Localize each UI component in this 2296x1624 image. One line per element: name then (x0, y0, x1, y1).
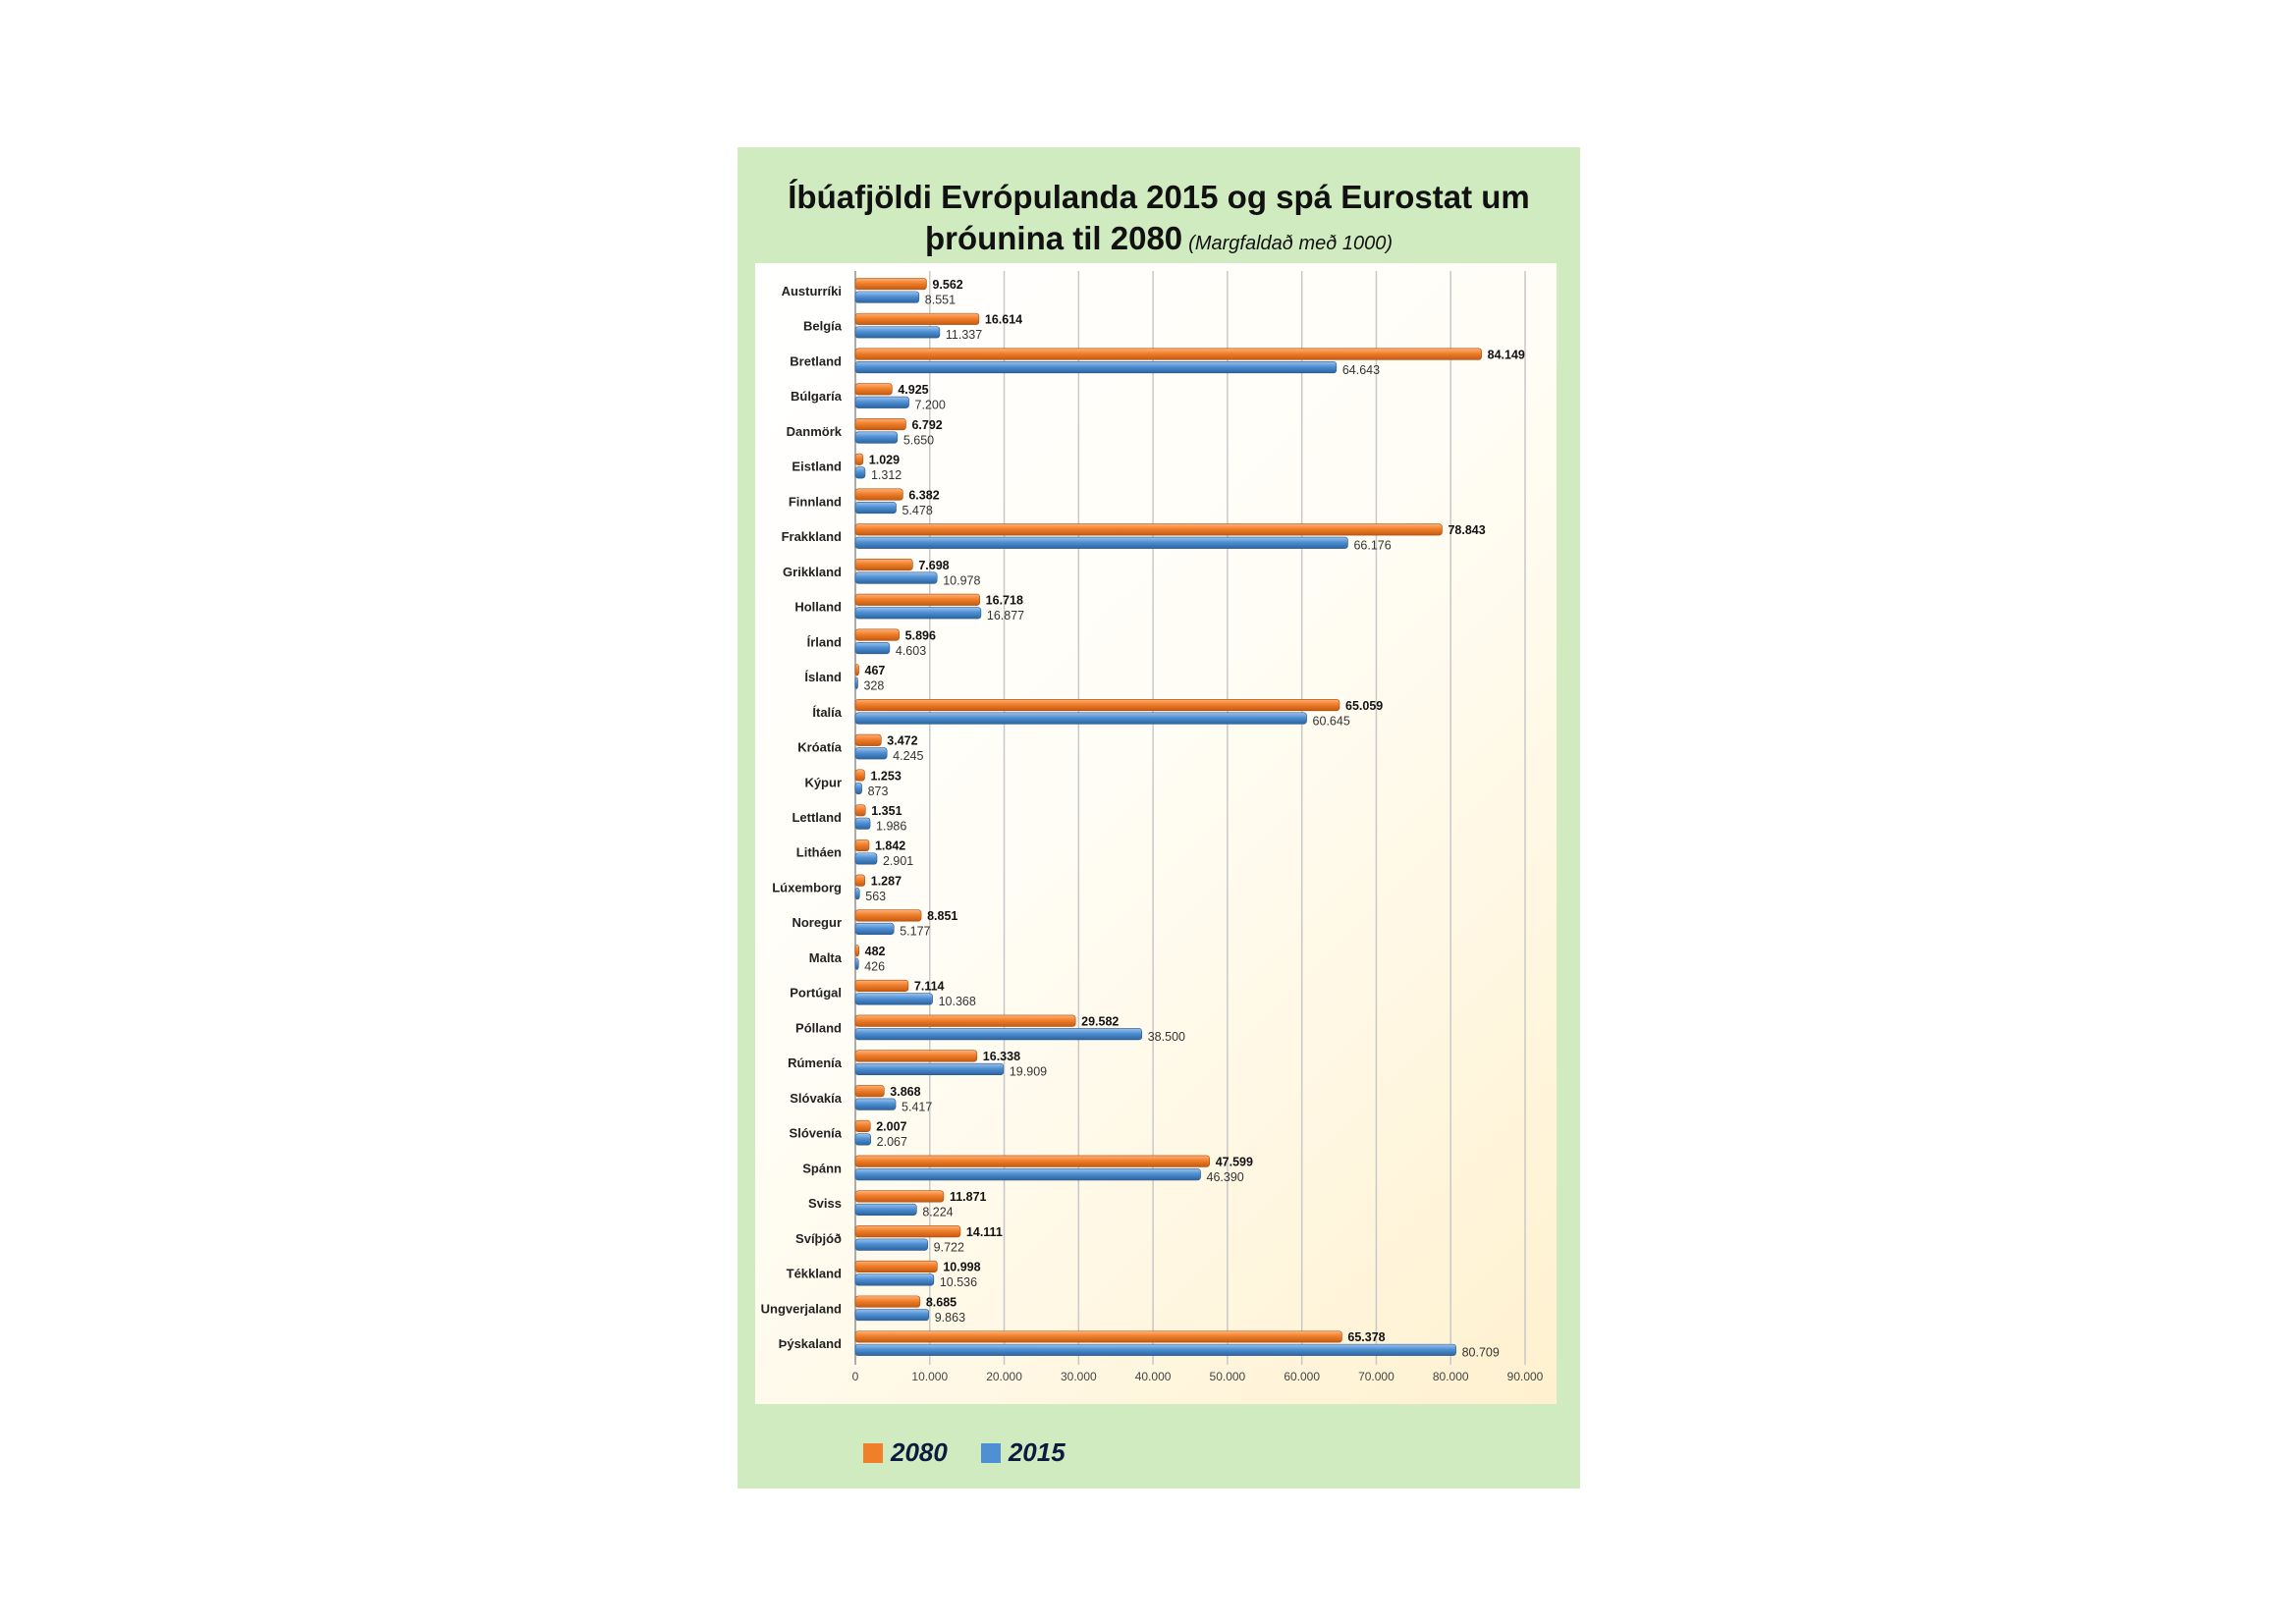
title-line-2 (738, 218, 1580, 264)
data-label-2080: 7.698 (918, 558, 950, 572)
category-label: Spánn (802, 1161, 842, 1176)
bar-2080 (855, 313, 979, 325)
category-label: Írland (806, 634, 842, 650)
data-label-2015: 10.368 (938, 995, 976, 1009)
data-label-2015: 10.536 (939, 1275, 978, 1290)
bar-2015 (855, 292, 919, 303)
bar-2015 (855, 1134, 871, 1146)
legend (863, 1437, 1066, 1468)
data-label-2015: 16.877 (986, 609, 1025, 623)
bar-2080 (855, 524, 1442, 536)
bar-2080 (855, 454, 863, 465)
x-tick-label: 50.000 (1209, 1370, 1246, 1383)
data-label-2080: 11.871 (949, 1190, 987, 1205)
bar-2015 (855, 677, 857, 689)
category-label: Rúmenía (788, 1056, 842, 1071)
data-label-2015: 46.390 (1206, 1169, 1244, 1184)
bar-2080 (855, 489, 902, 501)
data-label-2015: 5.478 (902, 503, 933, 517)
bar-2015 (855, 1204, 916, 1216)
data-label-2080: 29.582 (1081, 1014, 1120, 1029)
bar-2015 (855, 327, 940, 339)
data-label-2015: 328 (863, 678, 885, 693)
data-label-2080: 78.843 (1448, 523, 1486, 538)
title-line-2-text: þróunina til 2080 (924, 220, 1183, 256)
chart-panel (738, 147, 1580, 1489)
bar-2080 (855, 1015, 1075, 1027)
bar-2080 (855, 384, 892, 396)
legend-label-2015: 2015 (1008, 1437, 1066, 1467)
category-label: Pólland (795, 1020, 842, 1036)
data-label-2080: 8.685 (925, 1295, 957, 1310)
bar-2015 (855, 1274, 934, 1286)
bar-2015 (855, 1344, 1456, 1356)
bar-2080 (855, 1331, 1341, 1343)
data-label-2080: 1.029 (868, 453, 901, 467)
data-label-2080: 3.868 (890, 1084, 921, 1099)
chart-title (738, 177, 1580, 264)
data-label-2015: 1.986 (876, 819, 907, 834)
bar-2015 (855, 888, 859, 899)
title-line-1: Íbúafjöldi Evrópulanda 2015 og spá Eurostat um (788, 179, 1530, 215)
data-label-2015: 426 (864, 959, 886, 974)
bar-2080 (855, 594, 980, 606)
data-label-2080: 7.114 (913, 979, 945, 994)
bar-2015 (855, 1239, 928, 1251)
bar-2080 (855, 980, 908, 992)
data-label-2080: 1.287 (870, 874, 902, 889)
bar-2015 (855, 818, 870, 830)
category-label: Króatía (797, 739, 842, 755)
bar-chart-svg (755, 263, 1557, 1404)
category-label: Belgía (802, 318, 842, 334)
bar-2080 (855, 910, 921, 922)
x-tick-label: 80.000 (1432, 1370, 1469, 1383)
category-label: Danmörk (786, 423, 842, 439)
bar-2015 (855, 748, 887, 760)
bar-2015 (855, 1168, 1201, 1180)
data-label-2015: 19.909 (1009, 1064, 1048, 1079)
bar-2015 (855, 783, 862, 794)
data-label-2080: 2.007 (876, 1119, 907, 1134)
bar-2015 (855, 467, 865, 479)
data-label-2015: 66.176 (1353, 538, 1392, 553)
category-label: Portúgal (790, 985, 842, 1001)
data-label-2015: 4.245 (893, 749, 924, 764)
category-label: Slóvenía (789, 1125, 842, 1141)
data-label-2015: 60.645 (1312, 714, 1350, 729)
data-label-2080: 10.998 (943, 1260, 981, 1274)
category-label: Tékkland (786, 1266, 842, 1281)
category-label: Finnland (788, 494, 842, 510)
bar-2080 (855, 418, 905, 430)
category-label: Slóvakía (790, 1090, 842, 1106)
bar-2080 (855, 1120, 870, 1132)
category-label: Litháen (795, 844, 842, 860)
bar-2080 (855, 1051, 977, 1062)
bar-2080 (855, 1085, 884, 1097)
bar-2080 (855, 734, 881, 746)
category-label: Kýpur (804, 775, 842, 790)
legend-item-2080 (863, 1437, 948, 1468)
bar-2015 (855, 958, 858, 970)
data-label-2080: 4.925 (898, 383, 929, 398)
x-tick-label: 0 (851, 1370, 859, 1383)
data-label-2080: 1.351 (871, 804, 902, 818)
data-label-2080: 6.792 (911, 417, 943, 432)
data-label-2015: 5.177 (900, 924, 931, 939)
bar-2080 (855, 805, 865, 817)
x-tick-label: 60.000 (1284, 1370, 1321, 1383)
plot-area (755, 263, 1557, 1404)
bar-2080 (855, 349, 1482, 360)
data-label-2080: 84.149 (1487, 348, 1525, 362)
bar-2015 (855, 608, 981, 620)
bar-2015 (855, 1309, 929, 1321)
data-label-2080: 65.378 (1347, 1330, 1386, 1345)
bar-2015 (855, 361, 1337, 373)
data-label-2080: 3.472 (887, 733, 918, 748)
category-label: Grikkland (783, 564, 842, 579)
data-label-2080: 16.614 (984, 312, 1023, 327)
bar-2015 (855, 642, 890, 654)
data-label-2080: 9.562 (932, 277, 963, 292)
bar-2080 (855, 1191, 944, 1203)
bar-2015 (855, 923, 894, 935)
category-label: Austurríki (781, 283, 842, 298)
x-tick-label: 30.000 (1060, 1370, 1097, 1383)
legend-item-2015 (981, 1437, 1066, 1468)
data-label-2080: 8.851 (927, 909, 958, 924)
bar-2080 (855, 1261, 937, 1272)
x-tick-label: 10.000 (911, 1370, 949, 1383)
bar-2080 (855, 699, 1339, 711)
legend-label-2080: 2080 (891, 1437, 948, 1467)
bar-2080 (855, 945, 859, 956)
data-label-2080: 467 (864, 664, 886, 678)
data-label-2015: 5.650 (902, 433, 935, 448)
data-label-2015: 9.722 (933, 1240, 964, 1255)
category-label: Ísland (804, 670, 842, 685)
category-label: Holland (794, 599, 842, 615)
data-label-2015: 4.603 (895, 643, 927, 658)
category-label: Lúxemborg (772, 880, 842, 895)
data-label-2015: 2.901 (882, 854, 914, 869)
category-label: Malta (808, 949, 842, 965)
bar-2015 (855, 537, 1347, 549)
bar-2015 (855, 1063, 1004, 1075)
legend-swatch-2015 (981, 1443, 1001, 1463)
data-label-2015: 873 (867, 784, 889, 798)
bar-2080 (855, 875, 865, 887)
data-label-2080: 14.111 (965, 1224, 1003, 1239)
x-tick-label: 70.000 (1358, 1370, 1394, 1383)
x-tick-label: 90.000 (1506, 1370, 1544, 1383)
data-label-2080: 6.382 (908, 488, 940, 503)
category-label: Eistland (792, 459, 842, 474)
data-label-2080: 16.338 (982, 1050, 1021, 1064)
bar-2015 (855, 502, 897, 514)
category-label: Svíþjóð (795, 1230, 842, 1246)
bar-2015 (855, 572, 937, 584)
data-label-2015: 38.500 (1147, 1029, 1185, 1044)
bar-2080 (855, 278, 926, 290)
category-label: Frakkland (781, 529, 842, 545)
bar-2015 (855, 1028, 1142, 1040)
category-label: Ungverjaland (760, 1301, 842, 1317)
bar-2080 (855, 1225, 960, 1237)
bar-2080 (855, 770, 864, 782)
data-label-2015: 2.067 (876, 1135, 907, 1150)
category-label: Bretland (790, 353, 842, 369)
data-label-2080: 482 (864, 944, 886, 958)
data-label-2080: 1.253 (870, 769, 902, 784)
x-tick-label: 20.000 (986, 1370, 1022, 1383)
category-label: Lettland (792, 810, 842, 825)
bar-2080 (855, 839, 869, 851)
data-label-2015: 64.643 (1341, 362, 1381, 377)
bar-2080 (855, 665, 859, 677)
bar-2080 (855, 1296, 920, 1308)
data-label-2015: 8.224 (922, 1205, 954, 1219)
data-label-2015: 563 (865, 889, 887, 903)
data-label-2015: 7.200 (914, 398, 946, 412)
bar-2080 (855, 1156, 1210, 1167)
category-label: Noregur (792, 915, 842, 931)
data-label-2015: 8.551 (924, 293, 957, 307)
bar-2080 (855, 629, 900, 641)
data-label-2080: 65.059 (1345, 698, 1384, 713)
legend-swatch-2080 (863, 1443, 883, 1463)
data-label-2080: 1.842 (874, 839, 906, 853)
data-label-2015: 1.312 (870, 468, 902, 483)
bar-2015 (855, 432, 898, 444)
category-label: Þýskaland (778, 1336, 842, 1352)
category-label: Búlgaría (790, 389, 842, 405)
data-label-2080: 16.718 (985, 593, 1023, 608)
bar-2015 (855, 853, 877, 865)
category-label: Sviss (808, 1196, 842, 1212)
x-tick-label: 40.000 (1134, 1370, 1172, 1383)
bar-2080 (855, 559, 912, 570)
bar-2015 (855, 1099, 896, 1110)
bar-2015 (855, 397, 909, 408)
category-label: Ítalía (812, 704, 842, 720)
data-label-2080: 5.896 (904, 628, 936, 643)
data-label-2015: 5.417 (902, 1100, 933, 1114)
bar-2015 (855, 713, 1307, 725)
bar-2015 (855, 994, 933, 1005)
data-label-2015: 10.978 (943, 573, 981, 588)
data-label-2015: 80.709 (1461, 1345, 1500, 1360)
data-label-2015: 9.863 (934, 1310, 966, 1325)
data-label-2015: 11.337 (945, 328, 983, 343)
chart-subtitle: (Margfaldað með 1000) (1188, 233, 1394, 254)
data-label-2080: 47.599 (1215, 1155, 1253, 1169)
